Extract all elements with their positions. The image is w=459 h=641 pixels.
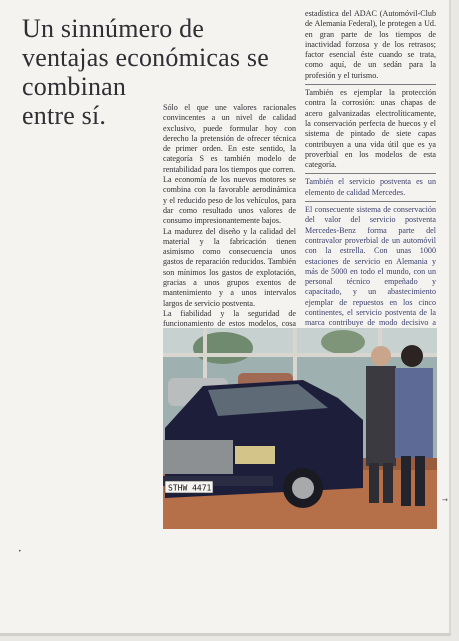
man-head [371, 346, 391, 366]
tree-background [193, 332, 253, 364]
heading-line-4: entre sí. [22, 101, 107, 130]
column-divider [305, 173, 436, 174]
heading-line-2: ventajas económicas se [22, 43, 269, 72]
showroom-illustration [163, 328, 437, 529]
right-paragraph-4: El consecuente sistema de conservación del valor del servicio postventa Mercedes-Benz forma parte del contravalor proverbial de un automóvil con la estrella. Con unas 1000 estaciones de servicio en Alemania y más de 5000 en todo el mundo, con un personal técnico empeñado y capacitado, y un abastecimiento ejemplar de repuestos en los cinco continentes, el servicio postventa de la marca contribuye de modo decisivo a [305, 205, 436, 328]
man-figure [366, 366, 396, 466]
license-plate-text: STHW 4471 [168, 483, 212, 493]
left-paragraph-3: La madurez del diseño y la calidad del material y la fabricación tienen asimismo como consecuencia unos gastos de reparación reducidos. También son mínimos los gastos de explotación, gracias a unos grupos exentos de mantenimiento y a unos intervalos largos de servicio postventa. [163, 226, 296, 308]
page-bottom-edge [0, 633, 451, 636]
heading-line-1: Un sinnúmero de [22, 14, 205, 43]
left-paragraph-1: Sólo el que une valores racionales convincentes a un nivel de calidad exclusivo, puede formular hoy con derecho la pretensión de ofrecer técnica de primer orden. En este sentido, la categoría S es también modelo de rentabilidad para los tiempos que corren. [163, 103, 296, 174]
showroom-photo [163, 328, 437, 529]
margin-arrow: → [442, 496, 448, 504]
column-divider [305, 201, 436, 202]
right-paragraph-1: estadística del ADAC (Automóvil-Club de Alemania Federal), le protegen a Ud. en gran parte de los tiempos de inactividad forzosa y de los retrasos; factor esencial éste cuando se trata, como aquí, de un sedán para la profesión y el turismo. [305, 9, 436, 80]
column-divider [305, 84, 436, 85]
left-paragraph-2: La economía de los nuevos motores se combina con la favorable aerodinámica y el reducido peso de los vehículos, para dar como resultado unos valores de consumo impresionantemente bajos. [163, 175, 296, 226]
car-headlight [235, 446, 275, 464]
woman-figure [395, 368, 433, 458]
margin-dot: • [18, 548, 22, 555]
car-grille [163, 440, 233, 474]
woman-head [401, 345, 423, 367]
right-text-column [305, 9, 436, 360]
right-paragraph-2: También es ejemplar la protección contra la corrosión: unas chapas de acero galvanizadas electrolíticamente, la conservación perfecta de huecos y el sistema de pintado de siete capas contribuyen a una vida útil que es ya proverbial en los modelos de esta categoría. [305, 88, 436, 170]
heading-line-3: combinan [22, 72, 127, 101]
right-paragraph-3: También el servicio postventa es un elemento de calidad Mercedes. [305, 177, 436, 197]
left-text-column [163, 103, 296, 350]
left-paragraph-4: La fiabilidad y la seguridad de funcionamiento de estos modelos, cosa [163, 308, 296, 329]
